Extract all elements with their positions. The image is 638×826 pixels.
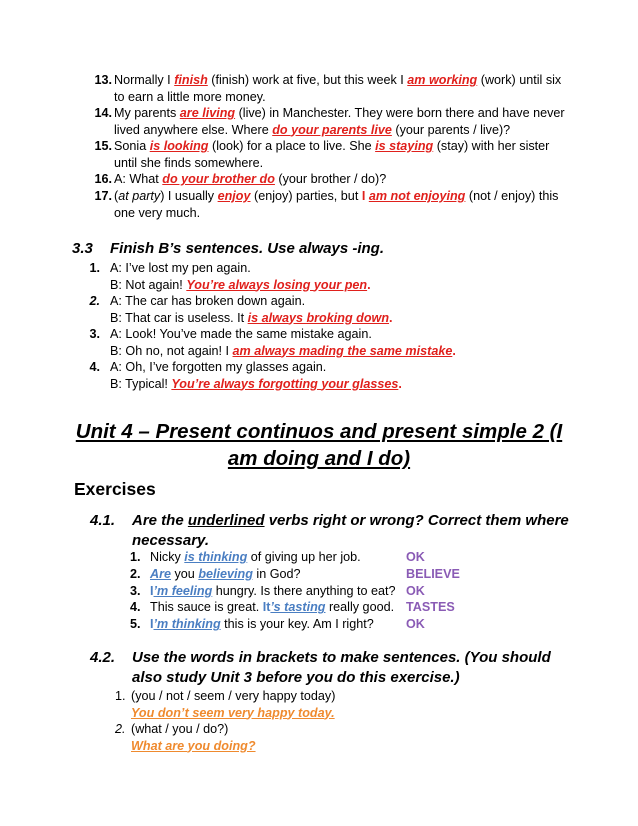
item-number: 2. bbox=[89, 294, 100, 308]
answer-text: am working bbox=[407, 73, 478, 87]
item-number: 1. bbox=[115, 689, 126, 703]
underlined-verb: believing bbox=[198, 566, 253, 581]
speaker-b-line bbox=[110, 343, 574, 360]
item-text bbox=[131, 688, 575, 721]
item-number: 3. bbox=[89, 327, 100, 341]
text-fragment: this is your key. Am I right? bbox=[220, 617, 374, 632]
list-item bbox=[130, 566, 570, 583]
item-text bbox=[150, 550, 361, 564]
list-item bbox=[74, 293, 574, 327]
list-item bbox=[74, 359, 574, 393]
item-text bbox=[110, 293, 574, 326]
item-number: 2. bbox=[115, 722, 126, 736]
list-item bbox=[86, 105, 586, 139]
text-fragment: B: Oh no, not again! I bbox=[110, 343, 233, 358]
text-fragment: until she finds somewhere. bbox=[114, 155, 264, 170]
list-item bbox=[86, 138, 586, 172]
answer-text: You’re always forgotting your glasses bbox=[171, 376, 399, 391]
unit-title: Unit 4 – Present continuos and present simple 2 (I am doing and I do) bbox=[75, 420, 563, 470]
underlined-verb: Are bbox=[150, 566, 171, 581]
text-fragment: B: Not again! bbox=[110, 277, 187, 292]
list-item bbox=[74, 326, 574, 360]
item-text bbox=[114, 72, 586, 105]
item-text bbox=[114, 188, 586, 221]
speaker-a-line: A: Look! You’ve made the same mistake again. bbox=[110, 327, 372, 341]
text-fragment: (look) for a place to live. She bbox=[208, 139, 376, 153]
item-text bbox=[150, 600, 394, 614]
underlined-verb: ’m thinking bbox=[153, 617, 221, 632]
speaker-b-line bbox=[110, 277, 574, 294]
text-fragment: Normally I bbox=[114, 73, 175, 87]
speaker-a-line: A: The car has broken down again. bbox=[110, 294, 306, 308]
item-number: 13. bbox=[94, 73, 112, 87]
text-fragment: ( bbox=[114, 189, 119, 203]
correction-answer: OK bbox=[406, 617, 425, 632]
list-item bbox=[74, 260, 574, 294]
list-item bbox=[86, 72, 586, 106]
correction-answer: OK bbox=[406, 550, 425, 564]
text-fragment: (stay) with her sister bbox=[433, 139, 550, 153]
item-text bbox=[114, 138, 586, 171]
answer-text: am not enjoying bbox=[368, 189, 466, 203]
item-number: 4. bbox=[130, 600, 141, 615]
section-4-1-heading bbox=[90, 511, 580, 551]
text-fragment: Sonia bbox=[114, 139, 150, 153]
answer-text: . bbox=[389, 310, 393, 325]
answer-text: I bbox=[361, 189, 366, 203]
answer-text: finish bbox=[174, 73, 208, 87]
section-title: Are the underlined verbs right or wrong? Correct them where necessary. bbox=[132, 512, 569, 549]
prompt-words: (you / not / seem / very happy today) bbox=[131, 689, 336, 703]
text-fragment: to earn a little more money. bbox=[114, 89, 266, 104]
list-item bbox=[130, 616, 570, 633]
item-number: 1. bbox=[130, 550, 141, 564]
speaker-b-line bbox=[110, 376, 574, 393]
answer-text: . bbox=[367, 277, 371, 292]
underlined-verb: ’m feeling bbox=[153, 583, 213, 598]
section-label: 4.2. bbox=[90, 649, 116, 666]
list-item bbox=[130, 583, 570, 600]
answer-text: . bbox=[452, 343, 456, 358]
section-label: 3.3 bbox=[72, 240, 93, 257]
item-text bbox=[110, 260, 574, 293]
text-fragment: ) I usually bbox=[160, 189, 218, 203]
underlined-verb: ’s tasting bbox=[270, 600, 326, 615]
section-title: Use the words in brackets to make sentences. (You should also study Unit 3 before you do this exercise.) bbox=[132, 649, 551, 686]
item-text bbox=[150, 617, 374, 631]
text-fragment: (work) until six bbox=[477, 73, 562, 87]
answer-text: You’re always losing your pen bbox=[186, 277, 368, 292]
text-fragment: This sauce is great. bbox=[150, 600, 263, 615]
text-fragment: (your brother / do)? bbox=[274, 172, 387, 186]
text-fragment: (enjoy) parties, but bbox=[250, 189, 362, 203]
item-number: 2. bbox=[130, 566, 141, 581]
text-fragment: B: That car is useless. It bbox=[110, 310, 248, 325]
item-text bbox=[110, 326, 574, 359]
text-fragment: at party bbox=[118, 189, 161, 203]
answer-text: do your brother do bbox=[162, 172, 275, 186]
section-label: 4.1. bbox=[90, 512, 116, 529]
correction-answer: BELIEVE bbox=[406, 566, 460, 581]
item-number: 4. bbox=[89, 360, 100, 374]
text-fragment: you bbox=[171, 566, 199, 581]
text-fragment: one very much. bbox=[114, 205, 201, 220]
text-fragment: really good. bbox=[325, 600, 395, 615]
answer-text: am always mading the same mistake bbox=[232, 343, 453, 358]
answer-text: enjoy bbox=[217, 189, 251, 203]
speaker-a-line: A: Oh, I’ve forgotten my glasses again. bbox=[110, 360, 327, 374]
text-fragment: (your parents / live)? bbox=[391, 122, 511, 137]
section-title: Finish B’s sentences. Use always -ing. bbox=[110, 240, 384, 257]
item-text bbox=[150, 567, 301, 581]
list-item bbox=[115, 688, 575, 722]
list-item bbox=[115, 721, 575, 755]
item-number: 3. bbox=[130, 583, 141, 598]
item-number: 1. bbox=[89, 261, 100, 275]
list-item bbox=[130, 549, 570, 566]
text-fragment: (not / enjoy) this bbox=[465, 189, 559, 203]
item-text bbox=[131, 721, 575, 754]
text-fragment: of giving up her job. bbox=[247, 550, 361, 564]
underlined-verb: is thinking bbox=[184, 550, 248, 564]
text-fragment: lived anywhere else. Where bbox=[114, 122, 273, 137]
text-fragment: in God? bbox=[252, 566, 301, 581]
text-fragment: (live) in Manchester. They were born there and have never bbox=[235, 106, 565, 120]
item-number: 17. bbox=[94, 189, 112, 203]
item-text bbox=[150, 584, 395, 598]
item-text bbox=[110, 359, 574, 392]
underlined-verb: It bbox=[262, 600, 271, 615]
answer-text: are living bbox=[179, 106, 236, 120]
section-3-3-heading bbox=[72, 240, 384, 257]
list-item bbox=[130, 599, 570, 616]
answer-text: . bbox=[398, 376, 402, 391]
item-number: 14. bbox=[94, 106, 112, 120]
underlined-verb: I bbox=[150, 617, 154, 632]
section-4-2-heading bbox=[90, 648, 580, 688]
text-fragment: (finish) work at five, but this week I bbox=[207, 73, 408, 87]
text-fragment: B: Typical! bbox=[110, 376, 172, 391]
answer-text: is staying bbox=[375, 139, 434, 153]
prompt-words: (what / you / do?) bbox=[131, 722, 229, 736]
item-text bbox=[114, 105, 586, 138]
answer-text: is always broking down bbox=[247, 310, 390, 325]
list-item bbox=[86, 188, 586, 222]
text-fragment: My parents bbox=[114, 106, 180, 120]
exercises-heading: Exercises bbox=[74, 479, 156, 499]
answer-text: do your parents live bbox=[272, 122, 392, 137]
speaker-b-line bbox=[110, 310, 574, 327]
answer-sentence: What are you doing? bbox=[131, 738, 256, 753]
underlined-verb: I bbox=[150, 583, 154, 598]
item-text bbox=[114, 171, 586, 188]
answer-sentence: You don’t seem very happy today. bbox=[131, 705, 335, 720]
correction-answer: TASTES bbox=[406, 600, 455, 615]
answer-text: is looking bbox=[149, 139, 209, 153]
item-number: 5. bbox=[130, 617, 141, 632]
text-fragment: Nicky bbox=[150, 550, 185, 564]
item-number: 15. bbox=[94, 139, 112, 153]
item-number: 16. bbox=[94, 172, 112, 186]
text-fragment: hungry. Is there anything to eat? bbox=[212, 583, 396, 598]
text-fragment: A: What bbox=[114, 172, 163, 186]
speaker-a-line: A: I’ve lost my pen again. bbox=[110, 261, 251, 275]
correction-answer: OK bbox=[406, 583, 425, 598]
